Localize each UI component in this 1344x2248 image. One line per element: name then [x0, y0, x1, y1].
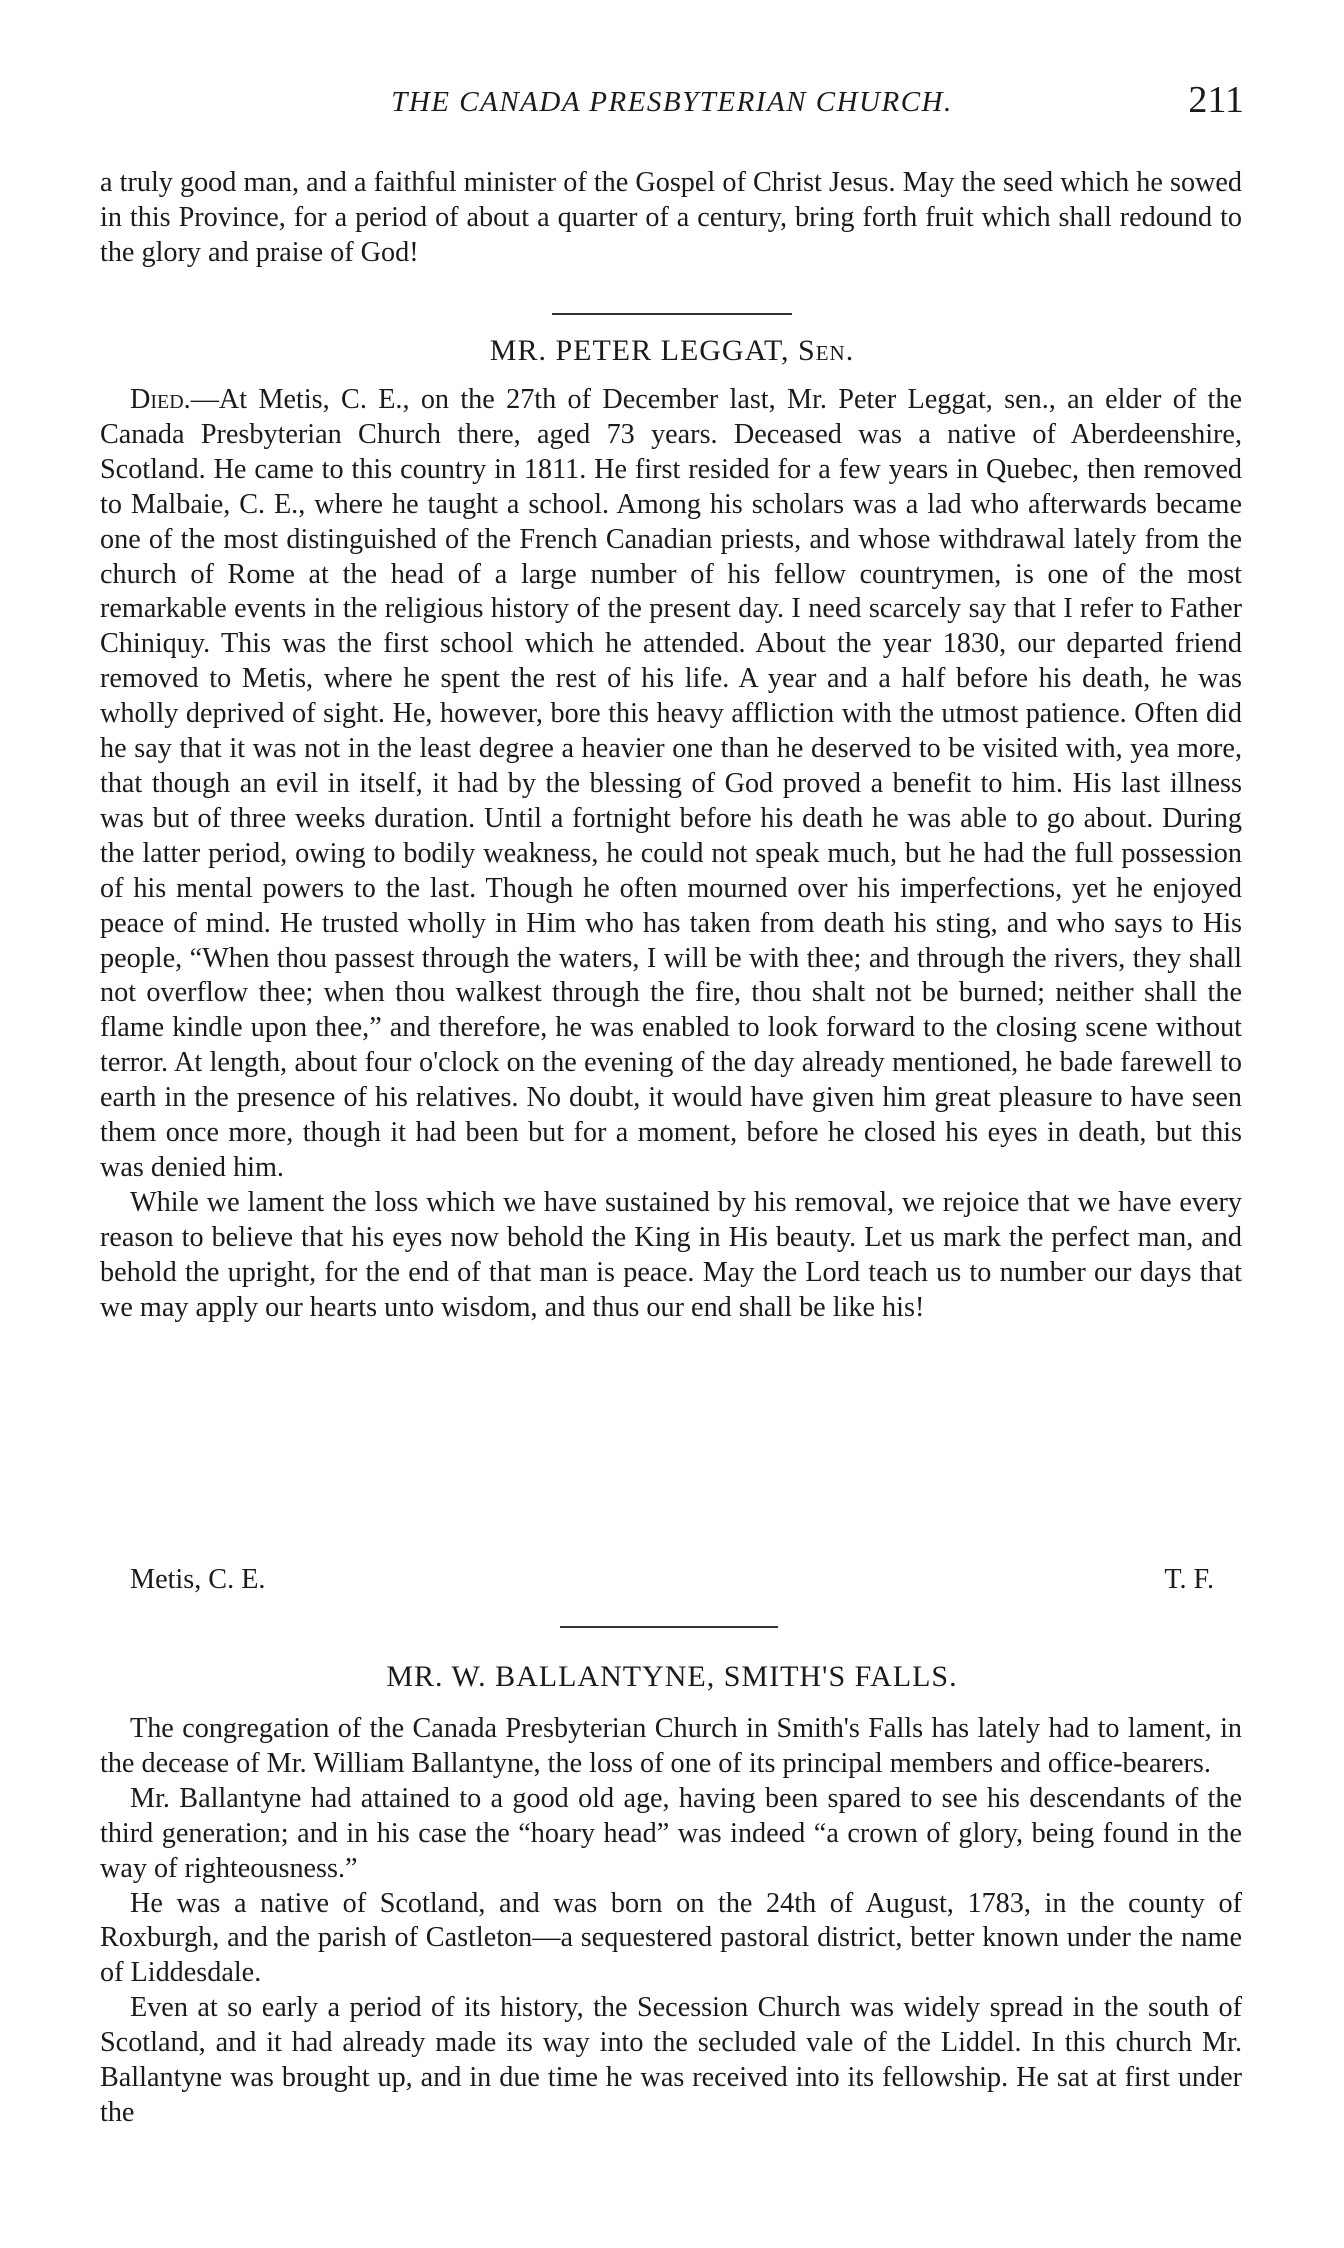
signoff-place: Metis, C. E.	[130, 1564, 266, 1595]
heading-leggat-name: MR. PETER LEGGAT,	[489, 334, 790, 367]
ballantyne-paragraph: The congregation of the Canada Presbyterian Church in Smith's Falls has lately had to lament, in the decease of Mr. William Ballantyne, the loss of one of its principal members and office-bearers.	[100, 1713, 1242, 1779]
page-header	[100, 78, 1244, 128]
leggat-paragraph-1	[100, 383, 1242, 1186]
page-number: 211	[1188, 79, 1244, 121]
heading-leggat-suffix: Sen.	[798, 334, 855, 367]
section-divider	[552, 313, 792, 315]
signoff-initials: T. F.	[1164, 1564, 1214, 1595]
obituary-heading-leggat	[100, 334, 1244, 368]
leggat-signoff	[130, 1564, 1244, 1600]
intro-paragraph-block	[100, 166, 1242, 271]
running-title: THE CANADA PRESBYTERIAN CHURCH.	[391, 86, 953, 118]
obituary-leggat-body	[100, 383, 1242, 1325]
leggat-paragraph-2: While we lament the loss which we have sustained by his removal, we rejoice that we have every reason to believe that his eyes now behold the King in His beauty. Let us mark the perfect man, and behold the upright, for the end of that man is peace. May the Lord teach us to number our days that we may apply our hearts unto wisdom, and thus our end shall be like his!	[100, 1186, 1242, 1323]
ballantyne-paragraph: Mr. Ballantyne had attained to a good old age, having been spared to see his descendants of the third generation; and in his case the “hoary head” was indeed “a crown of glory, being found in the way of righteousness.”	[100, 1782, 1242, 1884]
intro-paragraph: a truly good man, and a faithful minister of the Gospel of Christ Jesus. May the seed which he sowed in this Province, for a period of about a quarter of a century, bring forth fruit which shall redound to the glory and praise of God!	[100, 167, 1242, 268]
lead-word: Died.	[130, 384, 191, 415]
section-divider	[560, 1626, 778, 1628]
obituary-ballantyne-body	[100, 1712, 1242, 2131]
leggat-paragraph-1-text: —At Metis, C. E., on the 27th of December last, Mr. Peter Leggat, sen., an elder of the Canada Presbyterian Church there, aged 73 years. Deceased was a native of Aberdeenshire, Scotland. He came to this country in 1811. He first resided for a few years in Quebec, then removed to Malbaie, C. E., where he taught a school. Among his scholars was a lad who afterwards became one of the most distinguished of the French Canadian priests, and whose withdrawal lately from the church of Rome at the head of a large number of his fellow countrymen, is one of the most remarkable events in the religious history of the present day. I need scarcely say that I refer to Father Chiniquy. This was the first school which he attended. About the year 1830, our departed friend removed to Metis, where he spent the rest of his life. A year and a half before his death, he was wholly deprived of sight. He, however, bore this heavy affliction with the utmost patience. Often did he say that it was not in the least degree a heavier one than he deserved to be visited with, yea more, that though an evil in itself, it had by the blessing of God proved a benefit to him. His last illness was but of three weeks duration. Until a fortnight before his death he was able to go about. During the latter period, owing to bodily weakness, he could not speak much, but he had the full possession of his mental powers to the last. Though he often mourned over his imperfections, yet he enjoyed peace of mind. He trusted wholly in Him who has taken from death his sting, and who says to His people, “When thou passest through the waters, I will be with thee; and through the rivers, they shall not overflow thee; when thou walkest through the fire, thou shalt not be burned; neither shall the flame kindle upon thee,” and therefore, he was enabled to look forward to the closing scene without terror. At length, about four o'clock on the evening of the day already mentioned, he bade farewell to earth in the presence of his relatives. No doubt, it would have given him great pleasure to have seen them once more, though it had been but for a moment, before he closed his eyes in death, but this was denied him.	[100, 384, 1242, 1183]
ballantyne-paragraph: Even at so early a period of its history, the Secession Church was widely spread in the south of Scotland, and it had already made its way into the secluded vale of the Liddel. In this church Mr. Ballantyne was brought up, and in due time he was received into its fellowship. He sat at first under the	[100, 1992, 1242, 2128]
obituary-heading-ballantyne: MR. W. BALLANTYNE, SMITH'S FALLS.	[386, 1660, 958, 1693]
ballantyne-paragraph: He was a native of Scotland, and was born on the 24th of August, 1783, in the county of Roxburgh, and the parish of Castleton—a sequestered pastoral district, better known under the name of Liddesdale.	[100, 1887, 1242, 1989]
